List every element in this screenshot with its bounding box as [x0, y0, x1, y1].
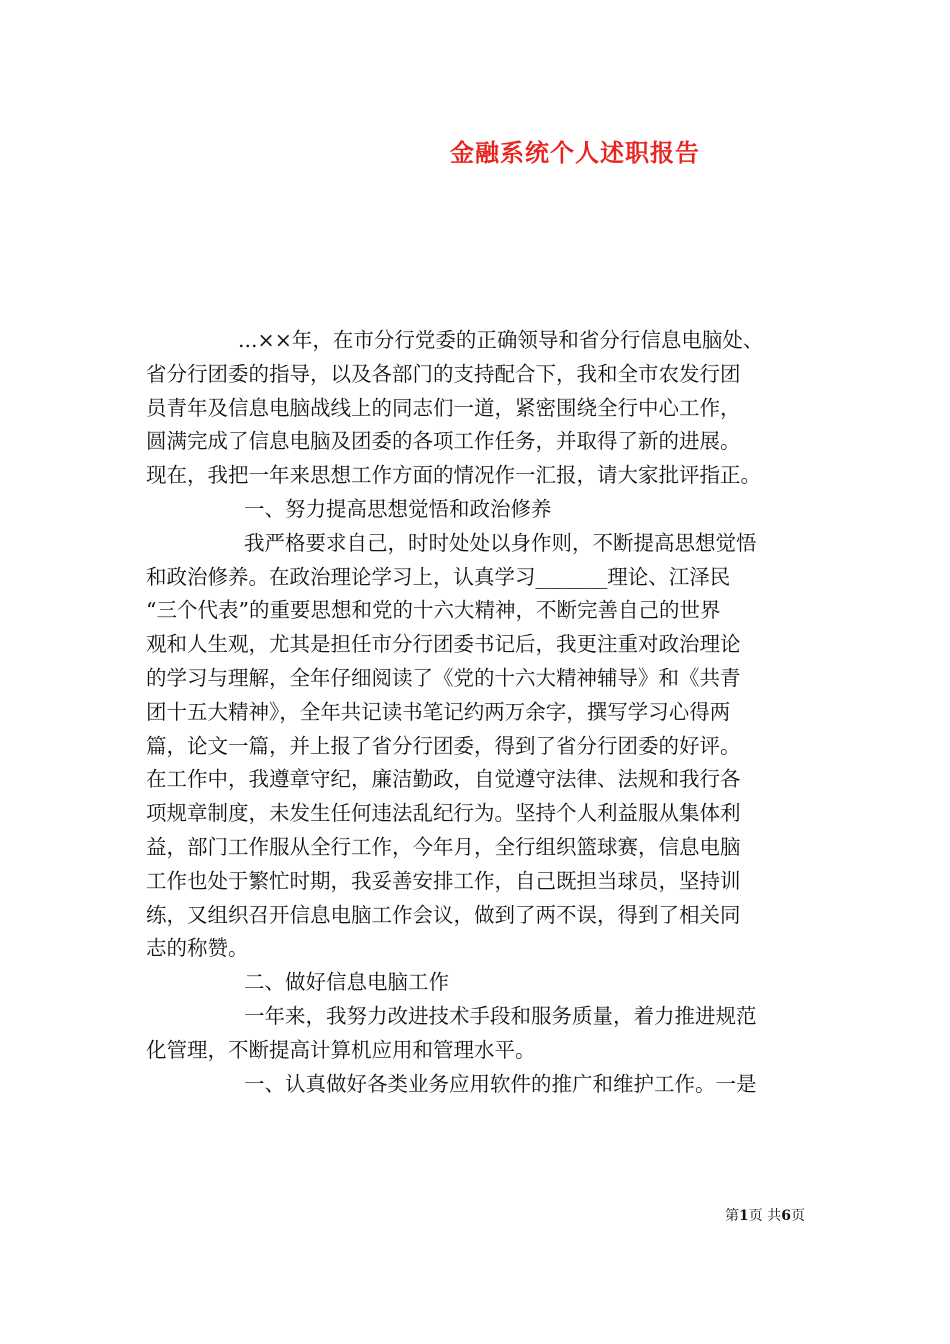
- footer-prefix: 第: [725, 1208, 740, 1224]
- paragraph-line: 和政治修养。在政治理论学习上，认真学习_______理论、江泽民: [146, 564, 731, 589]
- paragraph-line: 化管理，不断提高计算机应用和管理水平。: [146, 1037, 536, 1062]
- document-title: 金融系统个人述职报告: [450, 138, 700, 167]
- paragraph-line: 益，部门工作服从全行工作，今年月，全行组织篮球赛，信息电脑: [146, 834, 741, 859]
- paragraph-line: 一、认真做好各类业务应用软件的推广和维护工作。一是: [244, 1071, 757, 1096]
- paragraph-line: 圆满完成了信息电脑及团委的各项工作任务，并取得了新的进展。: [146, 429, 741, 454]
- page-footer: [725, 1205, 805, 1225]
- paragraph-line: 观和人生观，尤其是担任市分行团委书记后，我更注重对政治理论: [146, 632, 741, 657]
- paragraph-line: 工作也处于繁忙时期，我妥善安排工作，自己既担当球员，坚持训: [146, 868, 741, 893]
- paragraph-line: 在工作中，我遵章守纪，廉洁勤政，自觉遵守法律、法规和我行各: [146, 767, 741, 792]
- paragraph-line: 志的称赞。: [146, 936, 249, 961]
- total-page-number: 6: [781, 1208, 791, 1224]
- paragraph-line: 现在，我把一年来思想工作方面的情况作一汇报，请大家批评指正。: [146, 463, 761, 488]
- paragraph-line: 练，又组织召开信息电脑工作会议，做到了两不误，得到了相关同: [146, 902, 741, 927]
- current-page-number: 1: [739, 1208, 749, 1224]
- paragraph-line: 员青年及信息电脑战线上的同志们一道，紧密围绕全行中心工作，: [146, 395, 741, 420]
- paragraph-line: 项规章制度，未发生任何违法乱纪行为。坚持个人利益服从集体利: [146, 801, 741, 826]
- paragraph-line: “三个代表”的重要思想和党的十六大精神，不断完善自己的世界: [146, 598, 721, 623]
- footer-middle: 页 共: [748, 1208, 782, 1224]
- section-heading: 二、做好信息电脑工作: [244, 970, 449, 995]
- paragraph-line: 的学习与理解，全年仔细阅读了《党的十六大精神辅导》和《共青: [146, 665, 741, 690]
- paragraph-line: 省分行团委的指导，以及各部门的支持配合下，我和全市农发行团: [146, 361, 741, 386]
- section-heading: 一、努力提高思想觉悟和政治修养: [244, 496, 552, 521]
- document-body: [146, 324, 806, 1101]
- paragraph-line: 一年来，我努力改进技术手段和服务质量，着力推进规范: [244, 1003, 757, 1028]
- paragraph-line: ...××年，在市分行党委的正确领导和省分行信息电脑处、: [238, 328, 764, 352]
- paragraph-line: 团十五大精神》，全年共记读书笔记约两万余字，撰写学习心得两: [146, 699, 731, 724]
- paragraph-line: 篇，论文一篇，并上报了省分行团委，得到了省分行团委的好评。: [146, 733, 741, 758]
- paragraph-line: 我严格要求自己，时时处处以身作则，不断提高思想觉悟: [244, 530, 757, 555]
- footer-suffix: 页: [791, 1208, 805, 1224]
